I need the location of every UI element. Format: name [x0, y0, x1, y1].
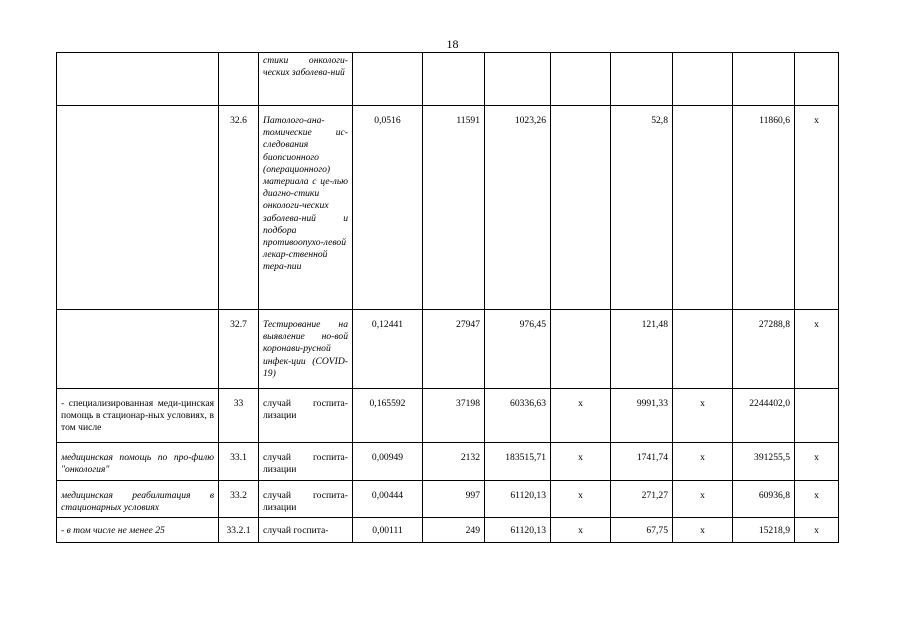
cell-code: 32.6: [219, 106, 259, 310]
financing-table: [56, 52, 839, 543]
cell-code: 33: [219, 389, 259, 443]
cell-value: 2244402,0: [733, 389, 795, 443]
cell-value: х: [795, 518, 839, 543]
cell-value: 9991,33: [611, 389, 673, 443]
cell-unit: случай госпита-лизации: [259, 443, 353, 481]
cell-value: 60936,8: [733, 481, 795, 518]
cell-value: х: [795, 443, 839, 481]
cell-unit: случай госпита-лизации: [259, 481, 353, 518]
table-row: [57, 53, 839, 106]
cell-value: х: [673, 389, 733, 443]
cell-code: 33.2.1: [219, 518, 259, 543]
cell-value: 0,00444: [353, 481, 423, 518]
cell-name: [57, 310, 219, 389]
cell-value: х: [795, 106, 839, 310]
cell-value: х: [795, 481, 839, 518]
cell-value: х: [795, 310, 839, 389]
cell-code: [219, 53, 259, 106]
cell-value: 1741,74: [611, 443, 673, 481]
cell-value: 121,48: [611, 310, 673, 389]
cell-value: [551, 310, 611, 389]
cell-value: 0,00111: [353, 518, 423, 543]
cell-value: [353, 53, 423, 106]
cell-value: 391255,5: [733, 443, 795, 481]
cell-value: 0,00949: [353, 443, 423, 481]
cell-value: х: [551, 389, 611, 443]
cell-name: - специализированная меди-цинская помощь в стационар-ных условиях, в том числе: [57, 389, 219, 443]
cell-value: [423, 53, 485, 106]
table-row: [57, 106, 839, 310]
cell-value: х: [673, 518, 733, 543]
cell-value: х: [551, 518, 611, 543]
cell-value: х: [551, 481, 611, 518]
cell-value: 52,8: [611, 106, 673, 310]
cell-unit: Тестирование на выявление но-вой коронави-русной инфек-ции (COVID-19): [259, 310, 353, 389]
cell-name: медицинская реабилитация в стационарных условиях: [57, 481, 219, 518]
cell-value: [795, 53, 839, 106]
cell-name: [57, 106, 219, 310]
cell-value: [485, 53, 551, 106]
cell-value: 11591: [423, 106, 485, 310]
cell-value: 37198: [423, 389, 485, 443]
cell-value: 67,75: [611, 518, 673, 543]
table-row: [57, 310, 839, 389]
cell-value: [611, 53, 673, 106]
cell-code: 33.1: [219, 443, 259, 481]
cell-value: [673, 53, 733, 106]
cell-value: [733, 53, 795, 106]
cell-value: 27288,8: [733, 310, 795, 389]
cell-value: 997: [423, 481, 485, 518]
cell-name: медицинская помощь по про-филю "онкология": [57, 443, 219, 481]
cell-value: х: [551, 443, 611, 481]
cell-value: 183515,71: [485, 443, 551, 481]
table-row: [57, 518, 839, 543]
cell-unit: стики онкологи-ческих заболева-ний: [259, 53, 353, 106]
cell-value: 15218,9: [733, 518, 795, 543]
cell-value: 11860,6: [733, 106, 795, 310]
table-row: [57, 481, 839, 518]
cell-name: [57, 53, 219, 106]
cell-value: 61120,13: [485, 481, 551, 518]
cell-value: [795, 389, 839, 443]
cell-name: - в том числе не менее 25: [57, 518, 219, 543]
page-number: 18: [446, 37, 459, 51]
cell-value: 0,0516: [353, 106, 423, 310]
cell-value: х: [673, 443, 733, 481]
cell-value: 1023,26: [485, 106, 551, 310]
cell-unit: случай госпита-лизации: [259, 389, 353, 443]
cell-value: [551, 53, 611, 106]
cell-value: 249: [423, 518, 485, 543]
cell-value: [673, 310, 733, 389]
cell-value: х: [673, 481, 733, 518]
cell-value: [551, 106, 611, 310]
cell-value: 27947: [423, 310, 485, 389]
table-row: [57, 389, 839, 443]
table-row: [57, 443, 839, 481]
cell-code: 33.2: [219, 481, 259, 518]
cell-value: 0,165592: [353, 389, 423, 443]
cell-value: 2132: [423, 443, 485, 481]
cell-unit: Патолого-ана-томические ис-следования биопсионного (операционного) материала с це-лью диагно-стики онкологи-ческих заболева-ний и подбора противоопухо-левой лекар-ственной тера-пии: [259, 106, 353, 310]
cell-value: [673, 106, 733, 310]
cell-value: 61120,13: [485, 518, 551, 543]
cell-value: 976,45: [485, 310, 551, 389]
cell-value: 271,27: [611, 481, 673, 518]
cell-value: 0,12441: [353, 310, 423, 389]
cell-unit: случай госпита-: [259, 518, 353, 543]
cell-value: 60336,63: [485, 389, 551, 443]
cell-code: 32.7: [219, 310, 259, 389]
